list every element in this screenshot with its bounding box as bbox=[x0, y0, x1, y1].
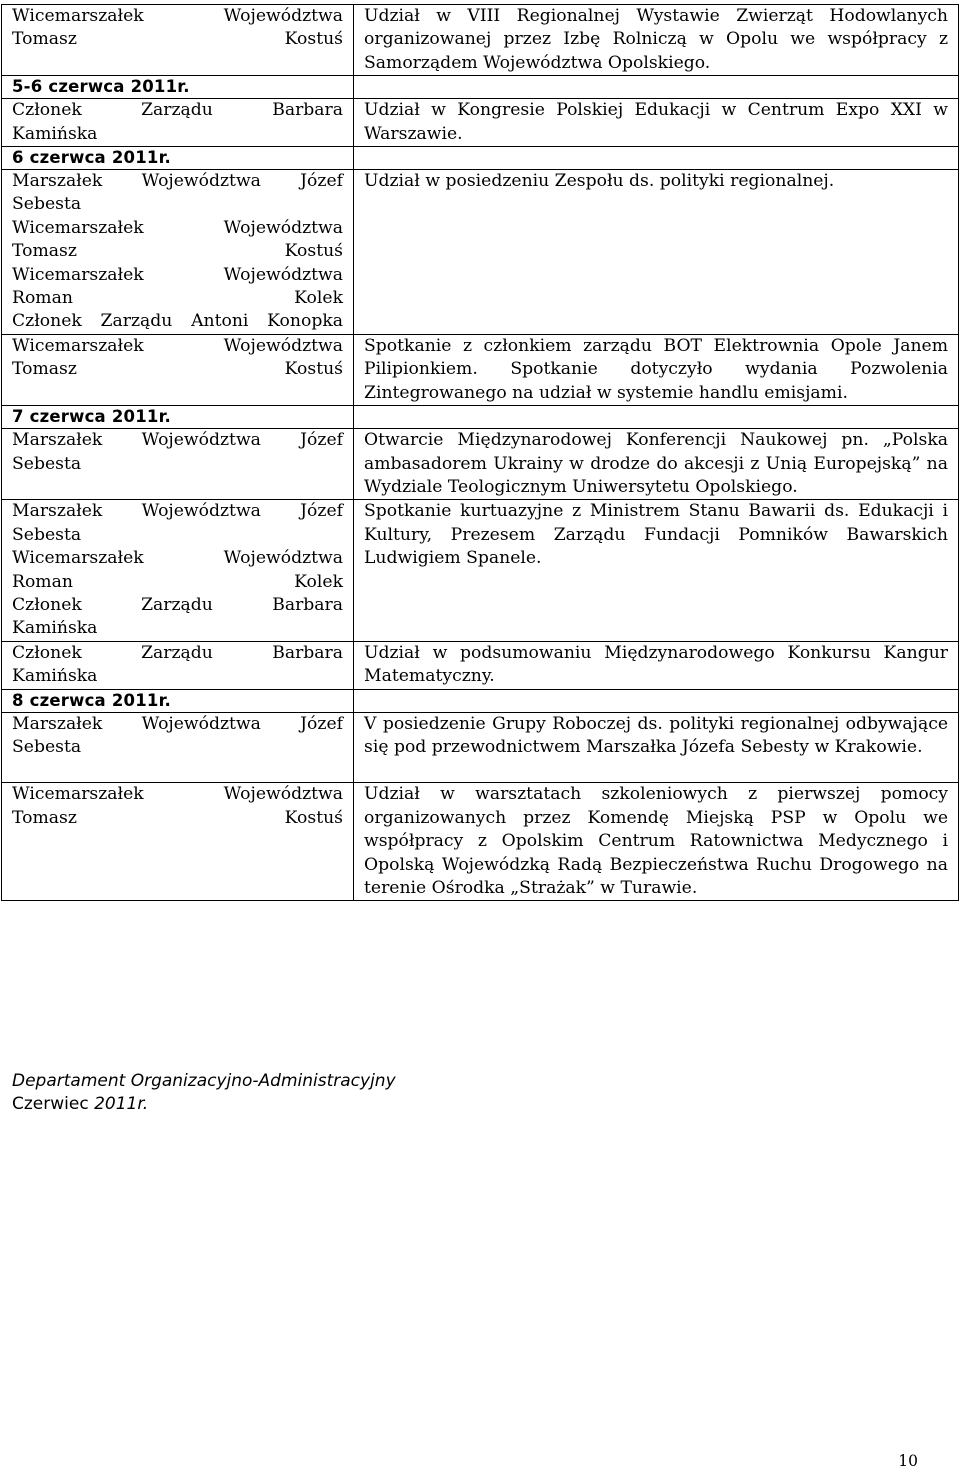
participant-line: Członek Zarządu Barbara bbox=[12, 100, 343, 121]
participants-cell bbox=[2, 500, 354, 641]
date-row bbox=[2, 147, 959, 170]
date-label: 7 czerwca 2011r. bbox=[2, 406, 354, 429]
participants-cell bbox=[2, 170, 354, 335]
participants-cell bbox=[2, 5, 354, 76]
participant-line: Wicemarszałek Województwa bbox=[12, 335, 343, 356]
participants-cell bbox=[2, 99, 354, 147]
schedule-entry-row bbox=[2, 641, 959, 689]
event-description: V posiedzenie Grupy Roboczej ds. polityki regionalnej odbywające się pod przewodnictwem Marszałka Józefa Sebesty w Krakowie. bbox=[354, 712, 959, 783]
schedule-entry-row bbox=[2, 334, 959, 405]
schedule-entry-row bbox=[2, 99, 959, 147]
schedule-table bbox=[1, 4, 959, 901]
date-label: 5-6 czerwca 2011r. bbox=[2, 76, 354, 99]
event-description: Spotkanie z członkiem zarządu BOT Elektrownia Opole Janem Pilipionkiem. Spotkanie dotyczyło wydania Pozwolenia Zintegrowanego na udział w systemie handlu emisjami. bbox=[354, 334, 959, 405]
participant-line: Kamińska bbox=[12, 666, 98, 687]
participant-line: Roman Kolek bbox=[12, 571, 343, 592]
participant-line: Roman Kolek bbox=[12, 288, 343, 309]
participant-line: Wicemarszałek Województwa bbox=[12, 6, 343, 26]
date-row bbox=[2, 689, 959, 712]
footer-month: Czerwiec bbox=[12, 1094, 95, 1114]
date-row-empty-cell bbox=[354, 689, 959, 712]
date-label: 6 czerwca 2011r. bbox=[2, 147, 354, 170]
participants-cell bbox=[2, 429, 354, 500]
participant-line: Marszałek Województwa Józef bbox=[12, 430, 343, 451]
schedule-entry-row bbox=[2, 170, 959, 335]
event-description: Udział w VIII Regionalnej Wystawie Zwierząt Hodowlanych organizowanej przez Izbę Rolniczą w Opolu we współpracy z Samorządem Województwa Opolskiego. bbox=[354, 5, 959, 76]
date-row-empty-cell bbox=[354, 76, 959, 99]
participants-cell bbox=[2, 641, 354, 689]
participant-line: Wicemarszałek Województwa bbox=[12, 548, 343, 569]
date-row bbox=[2, 406, 959, 429]
schedule-entry-row bbox=[2, 712, 959, 783]
schedule-entry-row bbox=[2, 500, 959, 641]
date-label: 8 czerwca 2011r. bbox=[2, 689, 354, 712]
document-footer bbox=[12, 1070, 396, 1116]
footer-year: 2011r. bbox=[94, 1094, 149, 1114]
participant-line: Członek Zarządu Antoni Konopka bbox=[12, 311, 343, 332]
department-name: Departament Organizacyjno-Administracyjny bbox=[12, 1071, 396, 1091]
event-description: Otwarcie Międzynarodowej Konferencji Naukowej pn. „Polska ambasadorem Ukrainy w drodze do akcesji z Unią Europejską” na Wydziale Teologicznym Uniwersytetu Opolskiego. bbox=[354, 429, 959, 500]
page-number: 10 bbox=[898, 1452, 918, 1470]
event-description: Udział w Kongresie Polskiej Edukacji w Centrum Expo XXI w Warszawie. bbox=[354, 99, 959, 147]
participant-line: Marszałek Województwa Józef bbox=[12, 501, 343, 522]
participant-line: Sebesta bbox=[12, 194, 82, 215]
participant-line: Sebesta bbox=[12, 453, 82, 474]
document-date bbox=[12, 1093, 396, 1116]
participant-line: Członek Zarządu Barbara bbox=[12, 642, 343, 663]
schedule-body bbox=[2, 5, 959, 901]
schedule-entry-row bbox=[2, 429, 959, 500]
event-description: Udział w warsztatach szkoleniowych z pierwszej pomocy organizowanych przez Komendę Miejską PSP w Opolu we współpracy z Opolskim Centrum Ratownictwa Medycznego i Opolską Wojewódzką Radą Bezpieczeństwa Ruchu Drogowego na terenie Ośrodka „Strażak” w Turawie. bbox=[354, 783, 959, 901]
participant-line: Marszałek Województwa Józef bbox=[12, 171, 343, 192]
participant-line: Marszałek Województwa Józef bbox=[12, 713, 343, 734]
schedule-entry-row bbox=[2, 5, 959, 76]
date-row bbox=[2, 76, 959, 99]
participant-line: Wicemarszałek Województwa bbox=[12, 784, 343, 805]
participant-line: Członek Zarządu Barbara bbox=[12, 594, 343, 615]
event-description: Udział w podsumowaniu Międzynarodowego Konkursu Kangur Matematyczny. bbox=[354, 641, 959, 689]
participant-line: Tomasz Kostuś bbox=[12, 807, 343, 828]
participants-cell bbox=[2, 334, 354, 405]
participant-line: Kamińska bbox=[12, 123, 98, 144]
participant-line: Sebesta bbox=[12, 736, 82, 757]
participants-cell bbox=[2, 712, 354, 783]
date-row-empty-cell bbox=[354, 147, 959, 170]
date-row-empty-cell bbox=[354, 406, 959, 429]
participant-line: Tomasz Kostuś bbox=[12, 241, 343, 262]
participant-line: Kamińska bbox=[12, 618, 98, 639]
participant-line: Tomasz Kostuś bbox=[12, 359, 343, 380]
participants-cell bbox=[2, 783, 354, 901]
schedule-entry-row bbox=[2, 783, 959, 901]
participant-line: Tomasz Kostuś bbox=[12, 29, 343, 50]
participant-line: Wicemarszałek Województwa bbox=[12, 264, 343, 285]
participant-line: Sebesta bbox=[12, 524, 82, 545]
event-description: Spotkanie kurtuazyjne z Ministrem Stanu Bawarii ds. Edukacji i Kultury, Prezesem Zarządu Fundacji Pomników Bawarskich Ludwigiem Spanele. bbox=[354, 500, 959, 641]
event-description: Udział w posiedzeniu Zespołu ds. polityki regionalnej. bbox=[354, 170, 959, 335]
participant-line: Wicemarszałek Województwa bbox=[12, 217, 343, 238]
